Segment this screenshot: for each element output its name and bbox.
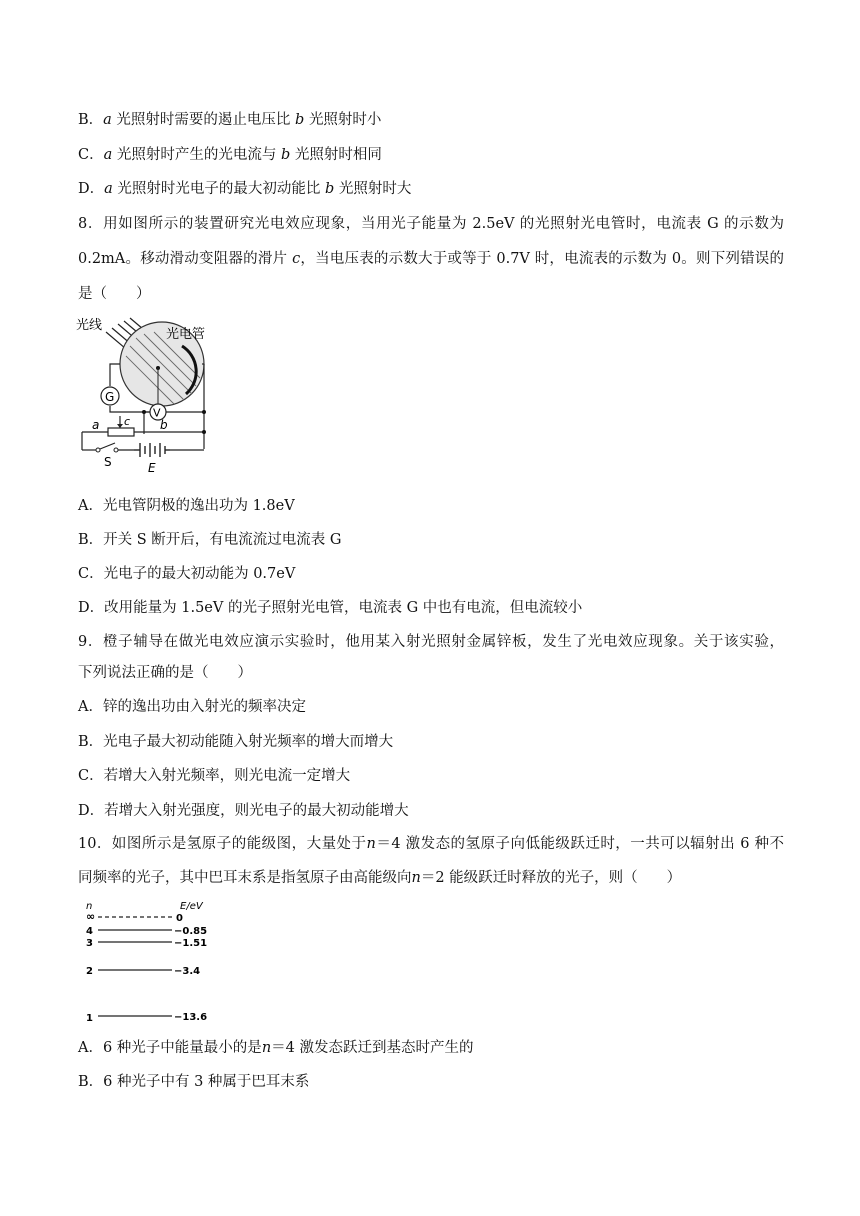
- svg-text:2: 2: [86, 966, 93, 977]
- q7-option-b: B．a 光照射时需要的遏止电压比 b 光照射时小: [78, 112, 382, 128]
- q9-stem-line1: 9．橙子辅导在做光电效应演示实验时，他用某入射光照射金属锌板，发生了光电效应现象。关于该实验，: [78, 634, 784, 650]
- q9-option-b: B．光电子最大初动能随入射光频率的增大而增大: [78, 734, 394, 750]
- svg-text:V: V: [153, 406, 161, 420]
- q10-option-b: B．6 种光子中有 3 种属于巴耳末系: [78, 1074, 310, 1090]
- level-inf: [86, 910, 183, 924]
- svg-text:4: 4: [86, 926, 93, 937]
- q8-option-a: A．光电管阴极的逸出功为 1.8eV: [78, 498, 295, 514]
- q8-stem-line3: 是（ ）: [78, 286, 151, 302]
- q8-stem-line1: 8．用如图所示的装置研究光电效应现象，当用光子能量为 2.5eV 的光照射光电管时，电流表 G 的示数为: [78, 216, 784, 232]
- svg-text:−3.4: −3.4: [174, 966, 201, 977]
- q10-stem-line1: 10．如图所示是氢原子的能级图，大量处于n＝4 激发态的氢原子向低能级跃迁时，一共可以辐射出 6 种不: [78, 836, 784, 852]
- level-3: [86, 938, 207, 949]
- q9-option-d: D．若增大入射光强度，则光电子的最大初动能增大: [78, 803, 409, 819]
- rheostat: [108, 428, 134, 436]
- header-e: E/eV: [180, 901, 203, 912]
- q8-option-b: B．开关 S 断开后，有电流流过电流表 G: [78, 532, 342, 548]
- q9-option-a: A．锌的逸出功由入射光的频率决定: [78, 699, 306, 715]
- q8-option-c: C．光电子的最大初动能为 0.7eV: [78, 566, 296, 582]
- q7-option-d: D．a 光照射时光电子的最大初动能比 b 光照射时大: [78, 181, 412, 197]
- label-light: 光线: [76, 318, 103, 333]
- hydrogen-energy-level-diagram: [80, 898, 220, 1028]
- label-tube: 光电管: [166, 327, 206, 342]
- q10-option-a: A．6 种光子中能量最小的是n＝4 激发态跃迁到基态时产生的: [78, 1040, 474, 1056]
- svg-text:1: 1: [86, 1013, 93, 1024]
- svg-text:−0.85: −0.85: [174, 926, 208, 937]
- svg-text:G: G: [105, 390, 115, 404]
- header-n: n: [86, 901, 93, 912]
- q9-stem-line2: 下列说法正确的是（ ）: [78, 665, 252, 681]
- q8-stem-line2: 0.2mA。移动滑动变阻器的滑片 c，当电压表的示数大于或等于 0.7V 时，电流表的示数为 0。则下列错误的: [78, 251, 785, 267]
- svg-text:a: a: [92, 418, 100, 432]
- photoelectric-circuit-diagram: [74, 312, 224, 478]
- svg-text:c: c: [124, 415, 131, 428]
- level-2: [86, 966, 200, 977]
- battery-e: [134, 443, 170, 457]
- svg-text:3: 3: [86, 938, 93, 949]
- svg-text:b: b: [160, 418, 168, 432]
- switch-s: [100, 443, 115, 449]
- level-4: [86, 926, 207, 937]
- svg-text:−1.51: −1.51: [174, 938, 208, 949]
- svg-text:S: S: [104, 455, 112, 469]
- svg-text:0: 0: [176, 913, 183, 924]
- svg-text:E: E: [148, 461, 156, 475]
- level-1: [86, 1012, 207, 1024]
- q10-stem-line2: 同频率的光子，其中巴耳末系是指氢原子由高能级向n＝2 能级跃迁时释放的光子，则（ ）: [78, 870, 682, 886]
- svg-text:−13.6: −13.6: [174, 1012, 208, 1023]
- svg-text:∞: ∞: [86, 910, 96, 923]
- q8-option-d: D．改用能量为 1.5eV 的光子照射光电管，电流表 G 中也有电流，但电流较小: [78, 600, 583, 616]
- q7-option-c: C．a 光照射时产生的光电流与 b 光照射时相同: [78, 147, 382, 163]
- q9-option-c: C．若增大入射光频率，则光电流一定增大: [78, 768, 351, 784]
